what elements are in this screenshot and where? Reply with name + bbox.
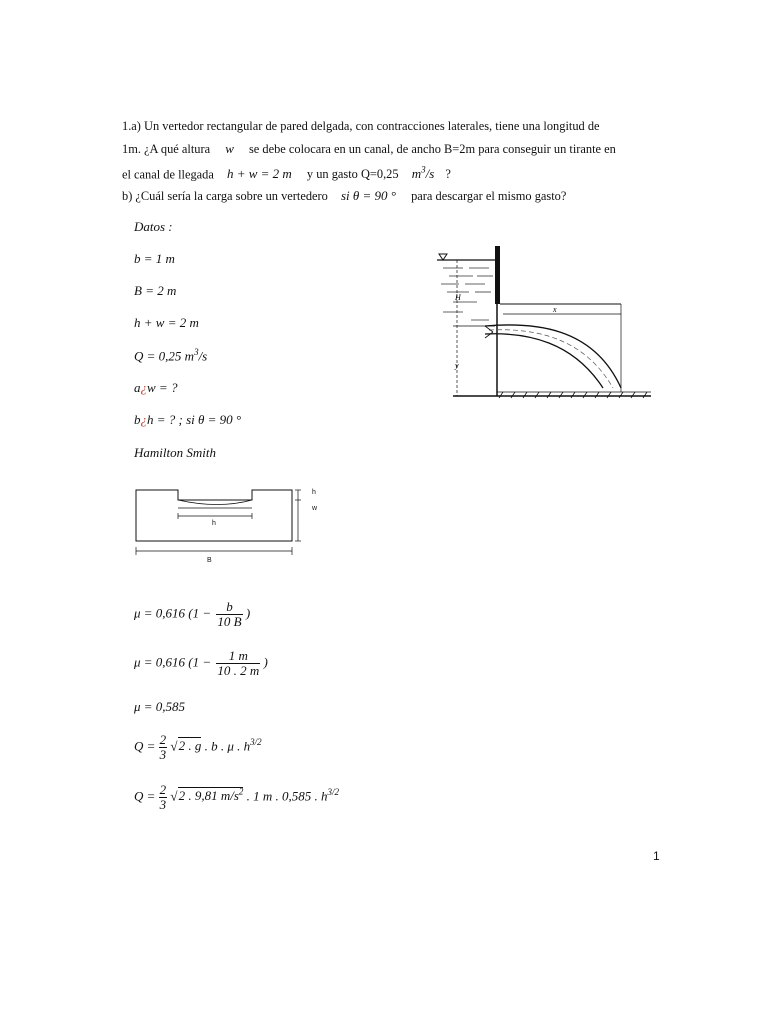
problem-line-4a: b) ¿Cuál sería la carga sobre un vertedero (122, 189, 328, 203)
datos-b-mark: ¿ (140, 412, 147, 427)
datos-hw: h + w = 2 m (134, 315, 199, 330)
datos-Q-text: Q = 0,25 m (134, 348, 195, 364)
problem-line-2 (122, 141, 616, 157)
method-label: Hamilton Smith (134, 445, 216, 460)
datos-a-pre: a (134, 380, 141, 395)
eq-mu-2-num: 1 m (228, 648, 248, 663)
eq-q-1-rad: 2 . g (178, 738, 202, 754)
eq-q-1-rest: . b . μ . h (204, 738, 251, 754)
eq-q-2-num: 2 (159, 782, 167, 797)
eq-mu-2 (134, 649, 268, 678)
fig-label-h-center: h (212, 520, 216, 527)
problem-line-3 (122, 165, 451, 182)
channel-section-figure (130, 484, 330, 570)
eq-q-2-rest: . 1 m . 0,585 . h (246, 788, 328, 804)
eq-q-2-rad-sup: 2 (238, 787, 244, 798)
eq-q-2-lhs: Q = (134, 788, 156, 804)
datos-a-mark: ¿ (140, 380, 147, 395)
eq-q-2-rad-text: 2 . 9,81 m/s (178, 788, 239, 804)
eq-q-2-den: 3 (159, 797, 167, 812)
svg-text:y: y (455, 361, 459, 370)
eq-q-2 (134, 783, 339, 812)
eq-q-1-lhs: Q = (134, 738, 156, 754)
problem-line-2a: 1m. ¿A qué altura (122, 142, 211, 156)
problem-line-2b: se debe colocara en un canal, de ancho B=2m para conseguir un tirante en (248, 142, 616, 156)
var-w: w (225, 141, 234, 156)
page-number: 1 (653, 849, 660, 863)
fig-label-h-side: h (312, 489, 316, 496)
eq-q-1-den: 3 (159, 747, 167, 762)
eq-q-1-sqrt: √ (170, 738, 178, 754)
problem-line-4b: para descargar el mismo gasto? (411, 189, 567, 203)
eq-mu-1-close: ) (245, 605, 251, 621)
eq-q-1-sup: 3/2 (250, 737, 262, 748)
eq-mu-1-den: 10 B (217, 614, 242, 629)
eq-q-2-sup: 3/2 (327, 787, 340, 798)
datos-b-pre: b (134, 412, 141, 427)
eq-mu-1-lhs: μ = 0,616 (1 − (134, 605, 212, 621)
fig-label-w-side: w (312, 505, 318, 512)
eq-mu-3: μ = 0,585 (134, 699, 186, 714)
datos-B: B = 2 m (134, 283, 177, 298)
unit-s: /s (425, 166, 435, 182)
datos-Q (134, 347, 207, 364)
datos-b: b = 1 m (134, 251, 175, 266)
problem-line-1: 1.a) Un vertedor rectangular de pared delgada, con contracciones laterales, tiene una longitud de (122, 119, 600, 133)
svg-text:x: x (553, 305, 557, 314)
datos-a-post: w = ? (147, 380, 178, 395)
svg-text:H: H (455, 293, 461, 302)
datos-a (134, 380, 177, 396)
eq-mu-2-close: ) (263, 654, 268, 670)
eq-q-1 (134, 733, 262, 762)
unit-sup: 3 (421, 165, 426, 175)
eq-theta: si θ = 90 ° (340, 188, 396, 203)
eq-mu-1-num: b (226, 599, 233, 614)
problem-line-3b: y un gasto Q=0,25 (306, 167, 399, 182)
problem-line-3c: ? (445, 167, 451, 182)
unit-m: m (411, 166, 422, 182)
fig-label-B: B (207, 557, 212, 564)
eq-hw: h + w = 2 m (226, 166, 292, 182)
datos-Q-sup: 3 (194, 347, 199, 357)
datos-Q-unit: /s (198, 348, 208, 364)
eq-mu-2-lhs: μ = 0,616 (1 − (134, 654, 212, 670)
eq-mu-2-den: 10 . 2 m (217, 663, 260, 678)
datos-b-post: h = ? ; si θ = 90 ° (147, 412, 242, 427)
datos-bq (134, 412, 241, 428)
problem-line-3a: el canal de llegada (122, 167, 214, 182)
problem-line-4 (122, 188, 566, 204)
eq-q-2-rad (178, 787, 244, 803)
eq-q-2-sqrt: √ (170, 788, 178, 804)
datos-title: Datos : (134, 219, 173, 234)
eq-mu-1 (134, 600, 250, 629)
eq-q-1-num: 2 (159, 732, 167, 747)
weir-jet-figure (433, 246, 655, 400)
